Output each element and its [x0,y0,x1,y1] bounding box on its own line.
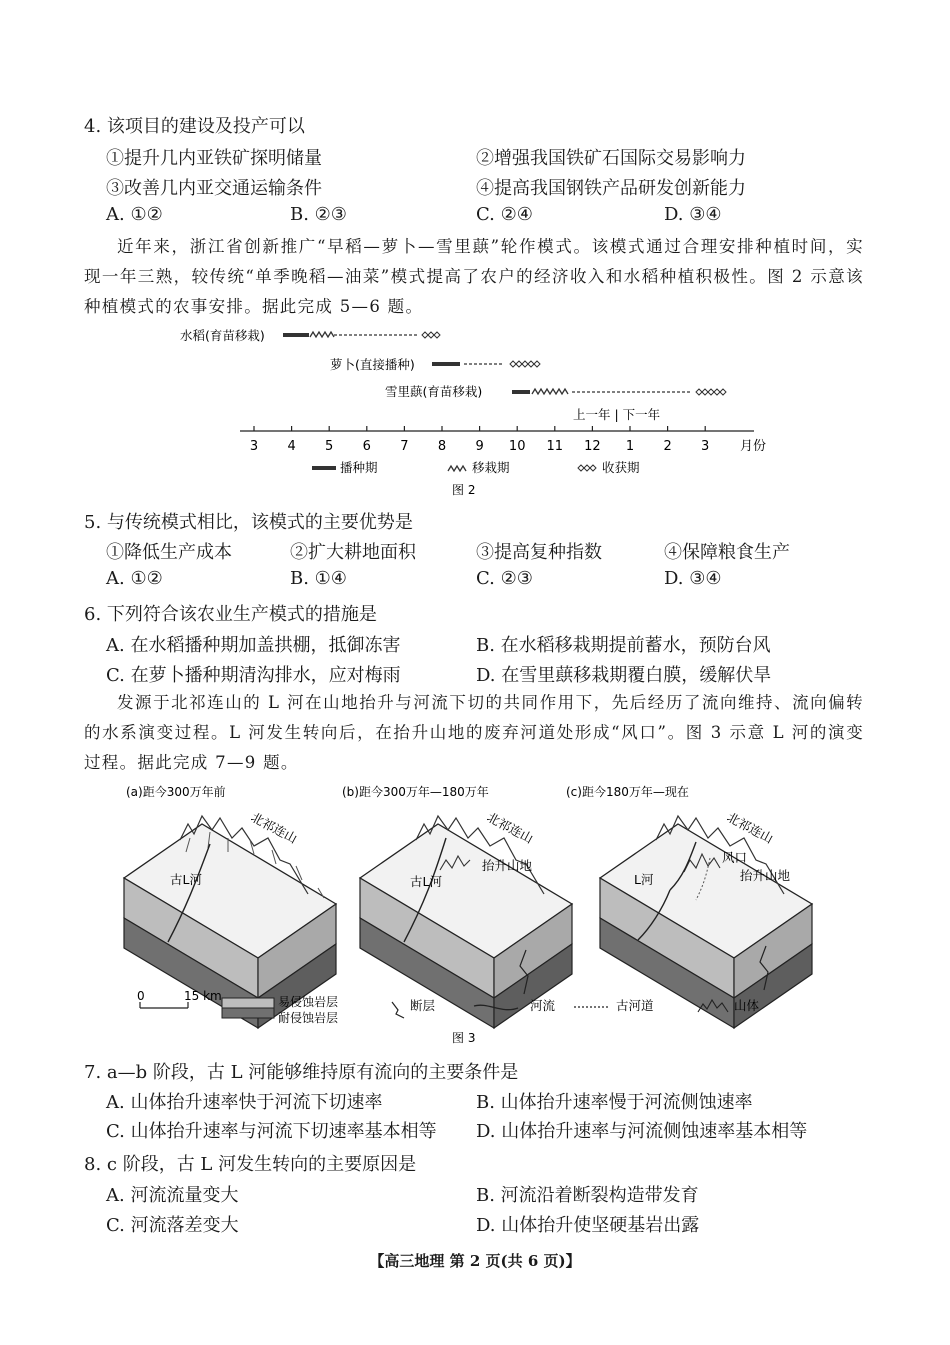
crop-label-rice: 水稻(育苗移栽) [180,328,265,343]
q6-choice-c: C. 在萝卜播种期清沟排水，应对梅雨 [106,665,401,686]
q8-choice-b: B. 河流沿着断裂构造带发育 [476,1185,699,1206]
legend-fault [392,998,436,1018]
q4-choice-c: C. ②④ [476,204,533,225]
scale-15km: 15 km [184,989,222,1003]
legend-sowing-label: 播种期 [340,460,378,475]
intro-paragraph-7-9: 发源于北祁连山的 L 河在山地抬升与河流下切的共同作用下，先后经历了流向维持、流向偏转的水系演变过程。L 河发生转向后，在抬升山地的废弃河道处形成“风口”。图 3 示意 L 河的演变过程。据此完成 7—9 题。 [84,693,864,772]
range-label-c: 北祁连山 [724,809,776,847]
uplift-label-c: 抬升山地 [740,868,791,883]
axis-month-label: 8 [437,439,447,454]
figure-3-block-diagrams [110,780,830,1050]
windgap-label: 风口 [722,850,748,865]
q4-stem: 4. 该项目的建设及投产可以 [84,116,305,137]
year-divider-note: 上一年 | 下一年 [573,407,661,422]
q6-choice-a: A. 在水稻播种期加盖拱棚，抵御冻害 [106,635,401,656]
q6-choice-d: D. 在雪里蕻移栽期覆白膜，缓解伏旱 [476,665,772,686]
q8-choice-a: A. 河流流量变大 [106,1185,239,1206]
q8-choice-c: C. 河流落差变大 [106,1215,239,1236]
q4-item-2: ②增强我国铁矿石国际交易影响力 [476,148,746,169]
legend-mountain-label: 山体 [734,998,760,1013]
river-label-c: L河 [634,872,654,887]
panel-c-caption: (c)距今180万年—现在 [566,785,689,799]
axis-month-label: 3 [249,439,259,454]
radish-sowing-bar [432,362,460,366]
q7-choice-d: D. 山体抬升速率与河流侧蚀速率基本相等 [476,1121,808,1142]
river-label-b: 古L河 [410,874,442,889]
scale-zero: 0 [137,989,145,1003]
axis-unit: 月份 [740,439,767,454]
q5-stem: 5. 与传统模式相比，该模式的主要优势是 [84,512,413,533]
mustard-transplant-marks [532,389,568,394]
legend-river-label: 河流 [530,998,556,1013]
q4-item-4: ④提高我国钢铁产品研发创新能力 [476,178,746,199]
legend-fault-label: 断层 [410,998,436,1013]
q5-item-2: ②扩大耕地面积 [290,542,416,563]
legend-old-channel-label: 古河道 [616,998,654,1013]
rice-sowing-bar [283,333,309,337]
figure-3-caption: 图 3 [452,1031,476,1045]
scale-bar [137,989,222,1008]
q4-item-1: ①提升几内亚铁矿探明储量 [106,148,322,169]
axis-ticks [254,426,705,431]
q4-choice-d: D. ③④ [664,204,722,225]
rice-harvest-marks [422,332,440,338]
q6-stem: 6. 下列符合该农业生产模式的措施是 [84,604,377,625]
q5-item-1: ①降低生产成本 [106,542,232,563]
q4-choice-a: A. ①② [106,204,163,225]
radish-harvest-marks [510,361,540,367]
range-label-a: 北祁连山 [248,809,300,847]
axis-month-label: 12 [584,439,601,454]
crop-label-radish: 萝卜(直接播种) [330,357,415,372]
axis-month-label: 1 [625,439,635,454]
axis-month-label: 6 [362,439,371,454]
q7-choice-a: A. 山体抬升速率快于河流下切速率 [106,1092,383,1113]
q6-choice-b: B. 在水稻移栽期提前蓄水，预防台风 [476,635,771,656]
mustard-sowing-bar [512,390,530,394]
axis-month-label: 7 [400,439,409,454]
mustard-harvest-marks [696,389,726,395]
q5-item-4: ④保障粮食生产 [664,542,790,563]
legend-harvest-label: 收获期 [602,460,640,475]
panel-b-caption: (b)距今300万年—180万年 [342,785,489,799]
legend-old-channel [574,998,654,1013]
rock-legend-easy: 易侵蚀岩层 [278,995,339,1009]
q4-item-3: ③改善几内亚交通运输条件 [106,178,322,199]
intro-paragraph-5-6: 近年来，浙江省创新推广“早稻—萝卜—雪里蕻”轮作模式。该模式通过合理安排种植时间，实现一年三熟，较传统“单季晚稻—油菜”模式提高了农户的经济收入和水稻种植积极性。图 2 示意该种植模式的农事安排。据此完成 5—6 题。 [84,237,864,316]
legend-sowing [312,460,378,475]
block-panel-c [600,816,812,1028]
river-label-a: 古L河 [170,872,202,887]
rock-legend-resistant: 耐侵蚀岩层 [278,1011,339,1025]
q7-stem: 7. a—b 阶段，古 L 河能够维持原有流向的主要条件是 [84,1062,519,1083]
q5-choice-b: B. ①④ [290,568,347,589]
uplift-label-b: 抬升山地 [482,858,533,873]
q5-choice-d: D. ③④ [664,568,722,589]
q7-choice-c: C. 山体抬升速率与河流下切速率基本相等 [106,1121,437,1142]
legend-transplant-label: 移栽期 [472,460,510,475]
crop-label-mustard: 雪里蕻(育苗移栽) [385,384,483,399]
figure-2-schedule [160,322,800,502]
q5-item-3: ③提高复种指数 [476,542,602,563]
q7-choice-b: B. 山体抬升速率慢于河流侧蚀速率 [476,1092,753,1113]
page-footer: 【高三地理 第 2 页(共 6 页)】 [369,1252,581,1270]
axis-month-labels [250,439,709,454]
figure-2-caption: 图 2 [452,483,476,497]
q5-choice-c: C. ②③ [476,568,533,589]
q5-choice-a: A. ①② [106,568,163,589]
range-label-b: 北祁连山 [484,809,536,847]
axis-month-label: 2 [663,439,672,454]
legend-harvest [578,460,640,475]
axis-month-label: 11 [546,439,564,454]
axis-month-label: 10 [508,439,526,454]
block-panel-b [360,816,572,1028]
axis-month-label: 4 [287,439,296,454]
q8-stem: 8. c 阶段，古 L 河发生转向的主要原因是 [84,1154,417,1175]
axis-month-label: 9 [475,439,484,454]
rice-transplant-marks [310,332,334,337]
legend-transplant [448,460,510,475]
q4-choice-b: B. ②③ [290,204,347,225]
axis-month-label: 5 [325,439,334,454]
axis-month-label: 3 [701,439,710,454]
q8-choice-d: D. 山体抬升使坚硬基岩出露 [476,1215,700,1236]
panel-a-caption: (a)距今300万年前 [126,785,226,799]
